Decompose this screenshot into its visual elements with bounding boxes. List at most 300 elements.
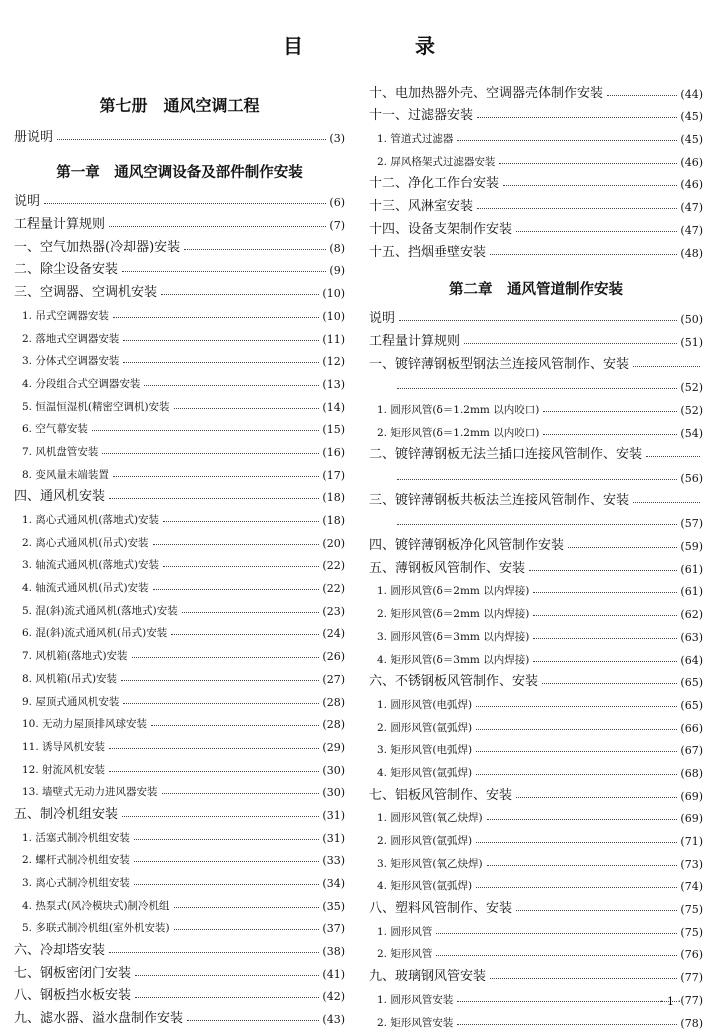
toc-entry-page: (24) xyxy=(322,627,345,641)
toc-entry-label: 11. 诱导风机安装 xyxy=(22,740,106,753)
toc-subentry[interactable] xyxy=(369,916,703,939)
leader-dots xyxy=(102,453,319,454)
leader-dots xyxy=(161,294,319,295)
toc-subentry[interactable] xyxy=(14,459,345,482)
toc-entry[interactable] xyxy=(14,482,345,505)
toc-entry-page: (71) xyxy=(680,835,703,848)
toc-entry-continuation[interactable] xyxy=(369,508,703,531)
toc-subentry[interactable] xyxy=(369,394,703,417)
leader-dots xyxy=(542,683,677,684)
toc-entry[interactable] xyxy=(14,799,345,822)
toc-entry-book-note[interactable] xyxy=(14,122,345,145)
leader-dots xyxy=(134,861,320,862)
leader-dots xyxy=(533,638,677,639)
toc-subentry[interactable] xyxy=(369,757,703,780)
toc-subentry[interactable] xyxy=(369,712,703,735)
toc-entry-page: (46) xyxy=(680,155,703,169)
leader-dots xyxy=(607,95,677,96)
toc-entry-label: 4. 热泵式(风冷模块式)制冷机组 xyxy=(22,899,170,912)
toc-subentry[interactable] xyxy=(14,640,345,663)
leader-dots xyxy=(397,388,677,389)
leader-dots xyxy=(153,544,320,545)
toc-subentry[interactable] xyxy=(14,572,345,595)
toc-entry-page: (20) xyxy=(322,536,345,550)
toc-entry-page: (59) xyxy=(680,540,703,554)
leader-dots xyxy=(397,524,677,525)
leader-dots xyxy=(109,748,319,749)
leader-dots xyxy=(477,208,677,209)
leader-dots xyxy=(109,226,326,227)
toc-entry-page: (15) xyxy=(322,423,345,437)
toc-entry-page: (37) xyxy=(322,922,345,936)
leader-dots xyxy=(646,456,700,457)
leader-dots xyxy=(134,839,320,840)
toc-entry-label: 九、玻璃钢风管安装 xyxy=(369,969,487,985)
toc-entry-label: 6. 空气幕安装 xyxy=(22,423,88,436)
toc-entry-label: 2. 落地式空调器安装 xyxy=(22,332,120,345)
toc-subentry[interactable] xyxy=(14,368,345,391)
toc-subentry[interactable] xyxy=(14,618,345,641)
toc-subentry[interactable] xyxy=(369,417,703,440)
toc-entry-label: 2. 矩形风管安装 xyxy=(377,1016,454,1029)
toc-entry-page: (66) xyxy=(680,721,703,735)
toc-entry-page: (68) xyxy=(680,766,703,780)
leader-dots xyxy=(162,793,320,794)
toc-entry-page: (77) xyxy=(680,971,703,985)
leader-dots xyxy=(464,343,677,344)
chapter-2-title: 第二章 通风管道制作安装 xyxy=(449,281,623,298)
toc-entry-page: (16) xyxy=(322,445,345,459)
toc-entry-page: (34) xyxy=(322,877,345,890)
toc-entry-page: (77) xyxy=(680,993,703,1007)
leader-dots xyxy=(135,997,319,998)
toc-entry-page: (17) xyxy=(322,468,345,482)
leader-dots xyxy=(529,570,677,571)
toc-entry-label: 四、镀锌薄钢板净化风管制作安装 xyxy=(369,538,565,554)
toc-entry[interactable] xyxy=(14,981,345,1004)
toc-entry[interactable] xyxy=(14,255,345,278)
leader-dots xyxy=(457,1001,677,1002)
leader-dots xyxy=(122,271,326,272)
toc-entry-label: 2. 矩形风管(δ＝1.2mm 以内咬口) xyxy=(377,426,540,439)
toc-entry-label: 册说明 xyxy=(14,129,54,145)
toc-entry-page: (54) xyxy=(680,426,703,440)
toc-entry-label: 9. 屋顶式通风机安装 xyxy=(22,695,120,708)
toc-entry-page: (46) xyxy=(680,178,703,192)
toc-entry-label: 十四、设备支架制作安装 xyxy=(369,221,513,237)
leader-dots xyxy=(516,231,677,232)
leader-dots xyxy=(533,592,677,593)
toc-entry-label: 八、钢板挡水板安装 xyxy=(14,988,132,1004)
toc-entry-page: (65) xyxy=(680,676,703,690)
toc-entry-page: (14) xyxy=(322,400,345,414)
toc-entry-page: (30) xyxy=(322,786,345,800)
toc-entry-page: (30) xyxy=(322,763,345,777)
toc-subentry[interactable] xyxy=(14,731,345,754)
toc-entry-label: 5. 多联式制冷机组(室外机安装) xyxy=(22,922,170,935)
leader-dots xyxy=(144,385,319,386)
toc-subentry[interactable] xyxy=(14,414,345,437)
leader-dots xyxy=(490,978,677,979)
toc-entry-label: 3. 矩形风管(电弧焊) xyxy=(377,744,473,757)
toc-entry[interactable] xyxy=(14,958,345,981)
toc-entry-page: (41) xyxy=(322,967,345,981)
toc-entry-page: (75) xyxy=(680,925,703,939)
toc-entry-label: 2. 圆形风管(氩弧焊) xyxy=(377,721,473,734)
toc-subentry[interactable] xyxy=(14,686,345,709)
toc-entry-label: 十、电加热器外壳、空调器壳体制作安装 xyxy=(369,85,604,101)
toc-entry-label: 3. 离心式制冷机组安装 xyxy=(22,877,130,889)
toc-entry-label: 1. 活塞式制冷机组安装 xyxy=(22,831,130,844)
toc-entry-page: (9) xyxy=(329,264,345,278)
toc-subentry[interactable] xyxy=(369,735,703,758)
toc-subentry[interactable] xyxy=(14,845,345,868)
leader-dots xyxy=(121,680,319,681)
toc-entry-label: 4. 轴流式通风机(吊式)安装 xyxy=(22,582,149,595)
toc-entry-page: (61) xyxy=(680,562,703,576)
toc-entry[interactable] xyxy=(369,214,703,237)
toc-entry-label: 3. 轴流式通风机(落地式)安装 xyxy=(22,559,160,572)
toc-entry-label: 一、镀锌薄钢板型钢法兰连接风管制作、安装 xyxy=(369,356,630,372)
toc-entry-page: (26) xyxy=(322,650,345,664)
toc-entry-page: (35) xyxy=(322,899,345,913)
toc-entry[interactable] xyxy=(14,209,345,232)
leader-dots xyxy=(123,362,319,363)
leader-dots xyxy=(499,163,677,164)
leader-dots xyxy=(113,317,320,318)
toc-entry-label: 4. 矩形风管(δ＝3mm 以内焊接) xyxy=(377,653,530,666)
leader-dots xyxy=(151,725,319,726)
leader-dots xyxy=(187,1020,319,1021)
toc-entry-page: (69) xyxy=(680,812,703,826)
toc-entry-page: (52) xyxy=(680,381,703,395)
toc-entry-label: 4. 分段组合式空调器安装 xyxy=(22,377,141,390)
toc-entry-label: 五、制冷机组安装 xyxy=(14,806,119,822)
toc-entry-page: (22) xyxy=(322,559,345,573)
toc-entry-page: (31) xyxy=(322,808,345,822)
toc-entry-page: (47) xyxy=(680,201,703,215)
toc-entry-label: 七、铝板风管制作、安装 xyxy=(369,787,513,803)
toc-entry-label: 10. 无动力屋顶排风球安装 xyxy=(22,718,148,731)
toc-entry-label: 说明 xyxy=(369,311,396,327)
toc-entry-page: (10) xyxy=(322,309,345,323)
leader-dots xyxy=(633,502,700,503)
chapter-2-entries xyxy=(369,304,703,1030)
leader-dots xyxy=(436,933,677,934)
toc-subentry[interactable] xyxy=(369,825,703,848)
toc-entry-page: (28) xyxy=(322,718,345,732)
toc-entry[interactable] xyxy=(14,277,345,300)
toc-entry-label: 6. 混(斜)流式通风机(吊式)安装 xyxy=(22,627,168,640)
toc-entry-label: 8. 变风量末端装置 xyxy=(22,468,109,481)
toc-subentry[interactable] xyxy=(369,1007,703,1030)
toc-entry-label: 4. 矩形风管(氩弧焊) xyxy=(377,880,473,893)
toc-entry-page: (27) xyxy=(322,672,345,686)
toc-subentry[interactable] xyxy=(369,848,703,871)
leader-dots xyxy=(109,498,319,499)
toc-entry-page: (18) xyxy=(322,514,345,527)
toc-entry-label: 1. 圆形风管(δ＝1.2mm 以内咬口) xyxy=(377,403,540,416)
toc-entry-label: 六、不锈钢板风管制作、安装 xyxy=(369,674,539,690)
toc-entry-page: (7) xyxy=(329,219,345,233)
toc-entry-label: 一、空气加热器(冷却器)安装 xyxy=(14,239,181,255)
toc-entry-page: (48) xyxy=(680,246,703,260)
leader-dots xyxy=(490,254,677,255)
toc-entry-page: (45) xyxy=(680,133,703,147)
toc-entry[interactable] xyxy=(369,304,703,327)
toc-subentry[interactable] xyxy=(369,984,703,1007)
toc-subentry[interactable] xyxy=(14,527,345,550)
toc-entry-label: 七、钢板密闭门安装 xyxy=(14,965,132,981)
toc-entry[interactable] xyxy=(369,530,703,553)
toc-entry-page: (13) xyxy=(322,377,345,391)
leader-dots xyxy=(543,434,677,435)
toc-entry-label: 1. 离心式通风机(落地式)安装 xyxy=(22,514,160,526)
chapter-1-title: 第一章 通风空调设备及部件制作安装 xyxy=(56,164,303,181)
leader-dots xyxy=(109,771,319,772)
toc-entry[interactable] xyxy=(369,78,703,101)
toc-entry-page: (67) xyxy=(680,744,703,758)
page-title: 目 录 xyxy=(283,34,481,58)
toc-entry-page: (11) xyxy=(322,332,345,346)
toc-subentry[interactable] xyxy=(14,867,345,890)
toc-entry-label: 十二、净化工作台安装 xyxy=(369,176,500,192)
toc-subentry[interactable] xyxy=(369,689,703,712)
toc-entry[interactable] xyxy=(369,191,703,214)
leader-dots xyxy=(516,910,677,911)
toc-entry-page: (73) xyxy=(680,857,703,871)
toc-entry-page: (22) xyxy=(322,582,345,596)
toc-subentry[interactable] xyxy=(369,123,703,146)
leader-dots xyxy=(163,521,319,522)
leader-dots xyxy=(476,729,677,730)
toc-entry-page: (64) xyxy=(680,653,703,667)
leader-dots xyxy=(109,952,319,953)
leader-dots xyxy=(122,816,319,817)
toc-entry-page: (28) xyxy=(322,695,345,709)
toc-entry[interactable] xyxy=(369,961,703,984)
leader-dots xyxy=(533,615,677,616)
toc-entry-page: (44) xyxy=(680,87,703,101)
toc-entry-page: (63) xyxy=(680,630,703,644)
toc-subentry[interactable] xyxy=(14,550,345,573)
leader-dots xyxy=(153,589,320,590)
leader-dots xyxy=(436,955,677,956)
toc-subentry[interactable] xyxy=(14,595,345,618)
toc-entry-label: 2. 矩形风管 xyxy=(377,948,433,961)
toc-entry-page: (23) xyxy=(322,604,345,618)
toc-entry-page: (31) xyxy=(322,831,345,845)
toc-subentry[interactable] xyxy=(369,939,703,962)
toc-entry[interactable] xyxy=(369,237,703,260)
toc-left-column xyxy=(14,78,345,1026)
toc-entry-page: (69) xyxy=(680,789,703,803)
toc-subentry[interactable] xyxy=(369,644,703,667)
toc-subentry[interactable] xyxy=(14,504,345,527)
leader-dots xyxy=(163,566,319,567)
toc-entry[interactable] xyxy=(369,553,703,576)
toc-entry[interactable] xyxy=(369,485,703,508)
toc-entry-label: 12. 射流风机安装 xyxy=(22,763,106,776)
toc-entry-page: (3) xyxy=(329,131,345,145)
toc-entry-label: 二、镀锌薄钢板无法兰插口连接风管制作、安装 xyxy=(369,447,643,463)
toc-subentry[interactable] xyxy=(14,300,345,323)
toc-entry-label: 六、冷却塔安装 xyxy=(14,943,106,959)
toc-entry-label: 4. 矩形风管(氩弧焊) xyxy=(377,766,473,779)
toc-entry[interactable] xyxy=(369,780,703,803)
leader-dots xyxy=(487,865,678,866)
toc-entry-page: (10) xyxy=(322,287,345,301)
toc-entry-page: (33) xyxy=(322,854,345,868)
toc-entry-label: 7. 风机盘管安装 xyxy=(22,445,99,458)
toc-entry-page: (47) xyxy=(680,223,703,237)
toc-entry-page: (65) xyxy=(680,698,703,712)
toc-entry-label: 2. 屏风格架式过滤器安装 xyxy=(377,155,496,168)
toc-entry-label: 1. 吊式空调器安装 xyxy=(22,309,109,322)
toc-subentry[interactable] xyxy=(369,621,703,644)
leader-dots xyxy=(457,140,677,141)
toc-entry[interactable] xyxy=(369,667,703,690)
leader-dots xyxy=(476,751,677,752)
leader-dots xyxy=(135,975,319,976)
toc-subentry[interactable] xyxy=(14,890,345,913)
toc-right-column xyxy=(369,78,703,1030)
toc-subentry[interactable] xyxy=(14,709,345,732)
toc-entry-page: (76) xyxy=(680,948,703,962)
leader-dots xyxy=(568,547,677,548)
toc-entry-label: 1. 圆形风管安装 xyxy=(377,993,454,1006)
toc-entry-label: 十一、过滤器安装 xyxy=(369,108,474,124)
toc-entry[interactable] xyxy=(369,893,703,916)
toc-entry-page: (56) xyxy=(680,472,703,485)
leader-dots xyxy=(174,408,320,409)
leader-dots xyxy=(477,117,677,118)
chapter-1-entries xyxy=(14,187,345,1026)
toc-subentry[interactable] xyxy=(14,913,345,936)
toc-subentry[interactable] xyxy=(14,777,345,800)
toc-entry[interactable] xyxy=(369,101,703,124)
toc-subentry[interactable] xyxy=(369,871,703,894)
toc-entry-label: 二、除尘设备安装 xyxy=(14,262,119,278)
toc-entry-page: (62) xyxy=(680,608,703,622)
leader-dots xyxy=(57,139,326,140)
toc-entry[interactable] xyxy=(14,187,345,210)
toc-subentry[interactable] xyxy=(14,822,345,845)
leader-dots xyxy=(123,703,319,704)
leader-dots xyxy=(476,774,677,775)
toc-entry-label: 十五、挡烟垂壁安装 xyxy=(369,244,487,260)
toc-entry[interactable] xyxy=(369,440,703,463)
toc-entry-label: 5. 恒温恒湿机(精密空调机)安装 xyxy=(22,400,170,413)
leader-dots xyxy=(123,340,319,341)
toc-entry-label: 3. 矩形风管(氧乙炔焊) xyxy=(377,857,483,870)
toc-subentry[interactable] xyxy=(14,346,345,369)
leader-dots xyxy=(113,476,320,477)
toc-entry[interactable] xyxy=(369,326,703,349)
toc-entry-label: 三、镀锌薄钢板共板法兰连接风管制作、安装 xyxy=(369,492,630,508)
toc-entry[interactable] xyxy=(14,935,345,958)
toc-entry-page: (43) xyxy=(322,1013,345,1027)
chapter-1-continued-entries xyxy=(369,78,703,260)
toc-entry-label: 2. 矩形风管(δ＝2mm 以内焊接) xyxy=(377,608,530,621)
toc-subentry[interactable] xyxy=(369,598,703,621)
leader-dots xyxy=(633,366,700,367)
leader-dots xyxy=(134,884,320,885)
toc-entry-page: (12) xyxy=(322,355,345,369)
leader-dots xyxy=(476,706,677,707)
toc-entry-label: 1. 管道式过滤器 xyxy=(377,133,454,146)
toc-subentry[interactable] xyxy=(369,803,703,826)
leader-dots xyxy=(184,249,326,250)
toc-entry-label: 1. 圆形风管(δ＝2mm 以内焊接) xyxy=(377,585,530,598)
toc-entry-page: (50) xyxy=(680,313,703,327)
toc-subentry[interactable] xyxy=(14,323,345,346)
toc-entry-label: 说明 xyxy=(14,194,41,210)
toc-entry-label: 五、薄钢板风管制作、安装 xyxy=(369,560,526,576)
toc-entry-label: 九、滤水器、溢水盘制作安装 xyxy=(14,1011,184,1027)
leader-dots xyxy=(543,411,677,412)
toc-entry[interactable] xyxy=(14,232,345,255)
toc-entry-label: 13. 墙壁式无动力进风器安装 xyxy=(22,786,158,799)
toc-entry-continuation[interactable] xyxy=(369,372,703,395)
toc-entry-page: (52) xyxy=(680,403,703,417)
toc-entry[interactable] xyxy=(369,349,703,372)
toc-entry-label: 八、塑料风管制作、安装 xyxy=(369,901,513,917)
toc-entry-page: (61) xyxy=(680,585,703,599)
toc-subentry[interactable] xyxy=(369,146,703,169)
toc-subentry[interactable] xyxy=(14,754,345,777)
leader-dots xyxy=(44,203,326,204)
toc-entry-label: 3. 分体式空调器安装 xyxy=(22,355,120,368)
toc-entry-page: (57) xyxy=(680,517,703,531)
toc-entry-page: (42) xyxy=(322,990,345,1004)
toc-subentry[interactable] xyxy=(14,436,345,459)
toc-entry-label: 2. 离心式通风机(吊式)安装 xyxy=(22,536,149,549)
toc-entry-page: (78) xyxy=(680,1016,703,1030)
leader-dots xyxy=(174,907,320,908)
toc-entry-continuation[interactable] xyxy=(369,462,703,485)
leader-dots xyxy=(476,842,677,843)
toc-entry[interactable] xyxy=(14,1003,345,1026)
toc-entry-page: (38) xyxy=(322,945,345,959)
toc-entry-label: 7. 风机箱(落地式)安装 xyxy=(22,650,128,663)
toc-entry-label: 1. 圆形风管(氧乙炔焊) xyxy=(377,812,483,825)
toc-entry-page: (75) xyxy=(680,903,703,917)
toc-entry-page: (74) xyxy=(680,880,703,894)
leader-dots xyxy=(533,661,677,662)
toc-entry-label: 1. 圆形风管(电弧焊) xyxy=(377,698,473,711)
leader-dots xyxy=(132,657,320,658)
toc-subentry[interactable] xyxy=(369,576,703,599)
leader-dots xyxy=(503,185,677,186)
toc-entry[interactable] xyxy=(369,169,703,192)
toc-subentry[interactable] xyxy=(14,663,345,686)
toc-entry-label: 3. 圆形风管(δ＝3mm 以内焊接) xyxy=(377,630,530,643)
leader-dots xyxy=(476,887,677,888)
toc-subentry[interactable] xyxy=(14,391,345,414)
toc-entry-page: (45) xyxy=(680,110,703,124)
toc-entry-page: (6) xyxy=(329,196,345,210)
leader-dots xyxy=(516,797,677,798)
leader-dots xyxy=(399,320,677,321)
toc-entry-label: 2. 圆形风管(氩弧焊) xyxy=(377,835,473,847)
leader-dots xyxy=(182,612,320,613)
toc-entry-label: 5. 混(斜)流式通风机(落地式)安装 xyxy=(22,604,178,617)
toc-entry-label: 三、空调器、空调机安装 xyxy=(14,285,158,301)
toc-entry-label: 2. 螺杆式制冷机组安装 xyxy=(22,854,130,867)
leader-dots xyxy=(171,634,319,635)
toc-entry-label: 工程量计算规则 xyxy=(14,217,106,233)
